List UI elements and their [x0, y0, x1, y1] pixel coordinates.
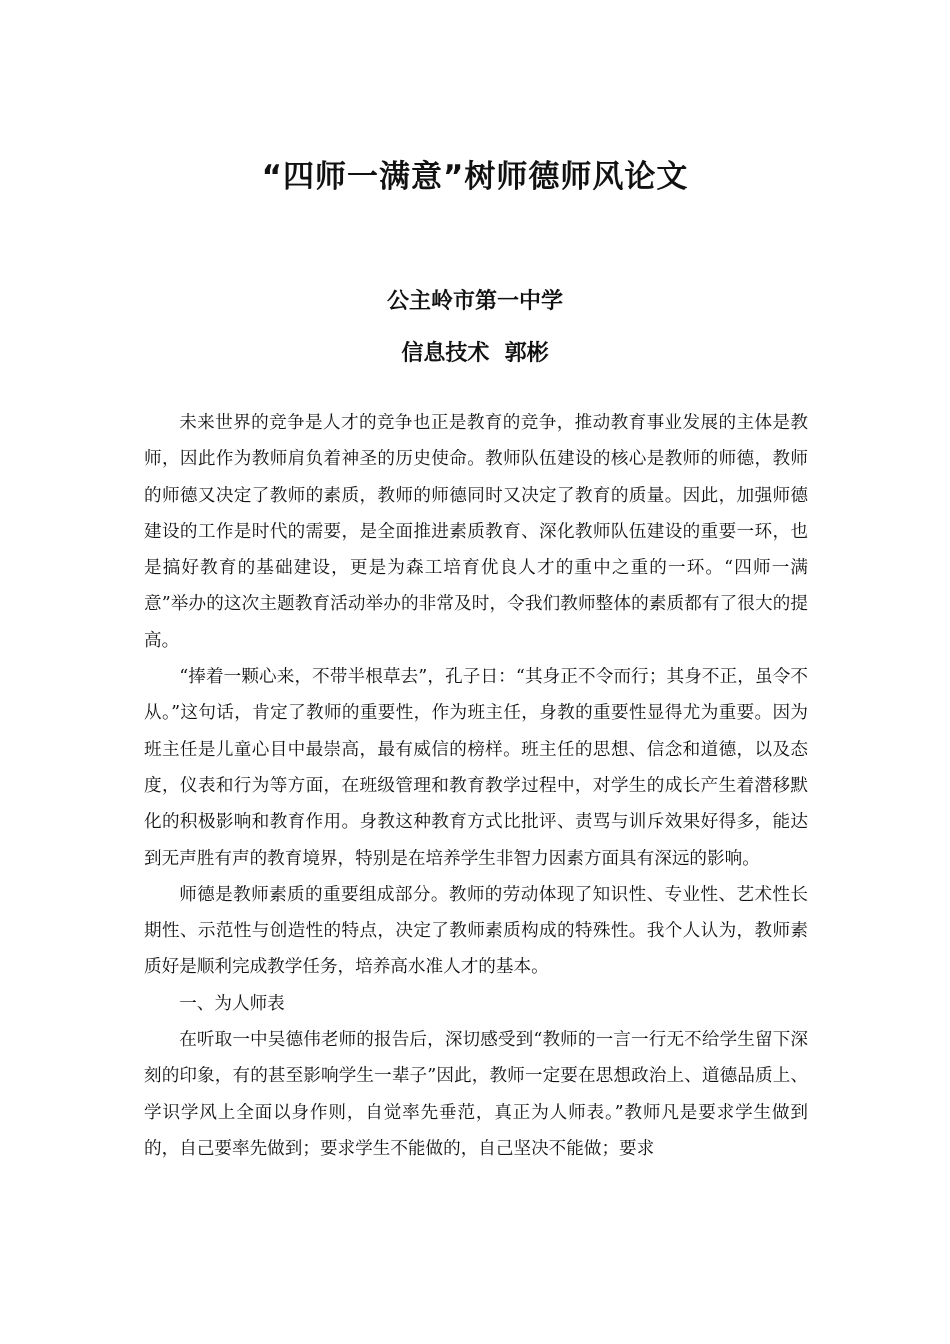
school-name: 公主岭市第一中学 — [386, 289, 563, 314]
section-heading: 一、为人师表 — [179, 993, 285, 1014]
paragraph-intro: 未来世界的竞争是人才的竞争也正是教育的竞争，推动教育事业发展的主体是教师，因此作为教师肩负着神圣的历史使命。教师队伍建设的核心是教师的师德，教师的师德又决定了教师的素质，教师的师德同时又决定了教育的质量。因此，加强师德建设的工作是时代的需要，是全面推进素质教育、深化教师队伍建设的重要一环，也是搞好教育的基础建设，更是为森工培育优良人才的重中之重的一环。“四师一满意”举办的这次主题教育活动举办的非常及时，令我们教师整体的素质都有了很大的提高。 — [144, 413, 808, 651]
paragraph-section-one: 在听取一中吴德伟老师的报告后，深切感受到“教师的一言一行无不给学生留下深刻的印象，有的甚至影响学生一辈子”因此，教师一定要在思想政治上、道德品质上、学识学风上全面以身作则，自觉率先垂范，真正为人师表。”教师凡是要求学生做到的，自己要率先做到；要求学生不能做的，自己坚决不能做；要求 — [144, 1030, 808, 1159]
author-line: 信息技术 郭彬 — [401, 341, 549, 366]
paragraph-quote: “捧着一颗心来，不带半根草去”，孔子日：“其身正不令而行；其身不正，虽令不从。”这句话，肯定了教师的重要性，作为班主任，身教的重要性显得尤为重要。因为班主任是儿童心目中最崇高，最有威信的榜样。班主任的思想、信念和道德，以及态度，仪表和行为等方面，在班级管理和教育教学过程中，对学生的成长产生着潜移默化的积极影响和教育作用。身教这种教育方式比批评、责骂与训斥效果好得多，能达到无声胜有声的教育境界，特别是在培养学生非智力因素方面具有深远的影响。 — [144, 667, 808, 869]
body-text — [144, 405, 808, 1167]
document-title: “四师一满意”树师德师风论文 — [261, 159, 689, 195]
paragraph-teacher-quality: 师德是教师素质的重要组成部分。教师的劳动体现了知识性、专业性、艺术性长期性、示范性与创造性的特点，决定了教师素质构成的特殊性。我个人认为，教师素质好是顺利完成教学任务，培养高水准人才的基本。 — [144, 884, 808, 978]
